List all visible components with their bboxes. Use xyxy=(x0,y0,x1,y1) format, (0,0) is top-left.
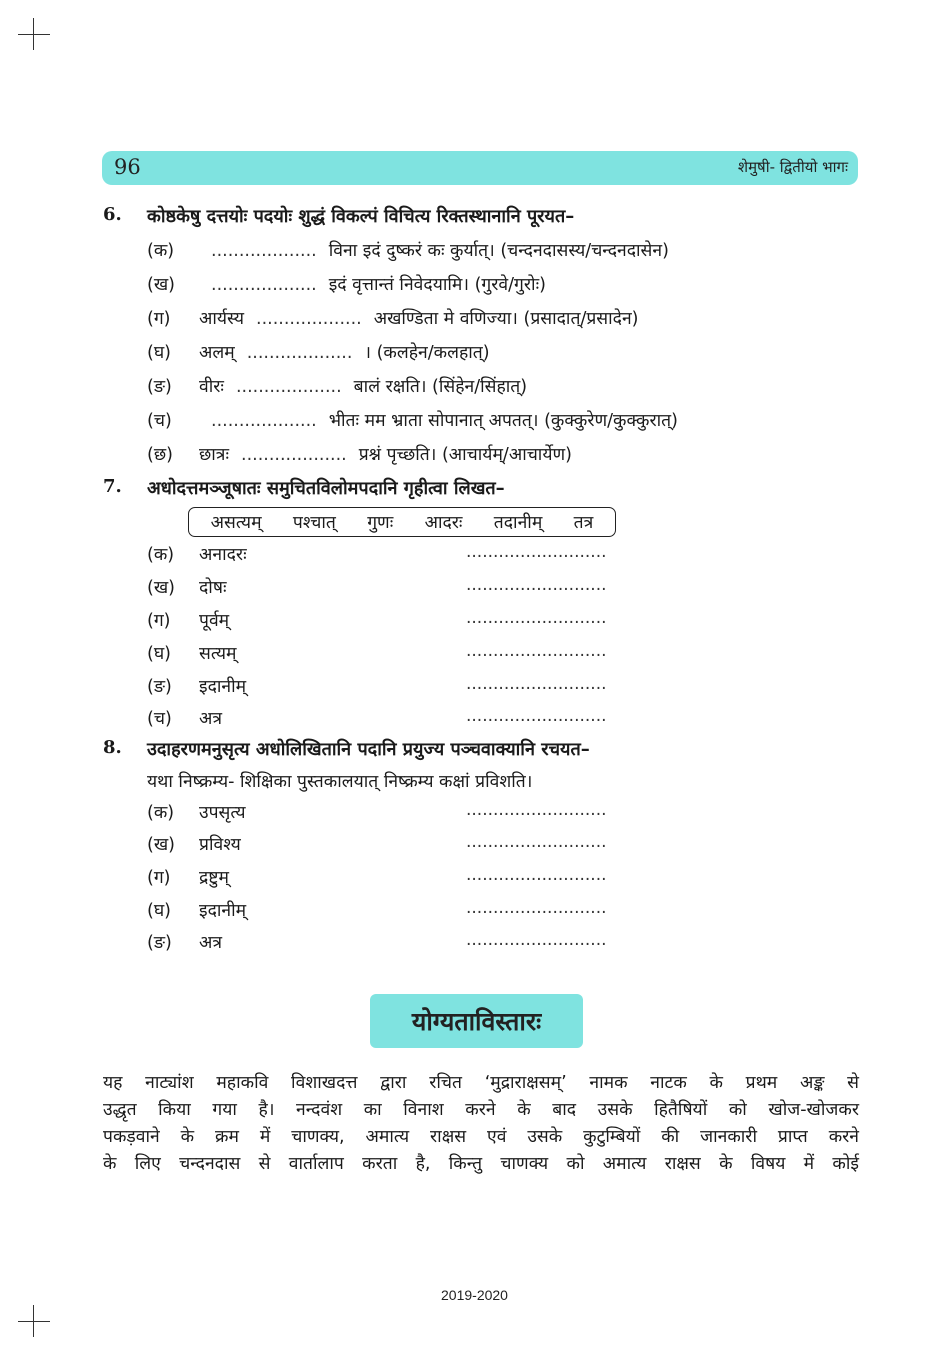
answer-blank[interactable]: .......................... xyxy=(466,575,607,595)
item-text: इदं वृत्तान्तं निवेदयामि। (गुरवे/गुरोः) xyxy=(328,275,546,295)
blank-space[interactable]: ................... xyxy=(246,343,353,363)
example-sentence: यथा निष्क्रम्य- शिक्षिका पुस्तकालयात् निष्क्रम्य कक्षां प्रविशति। xyxy=(147,772,533,792)
page-header xyxy=(102,151,858,185)
answer-blank[interactable]: .......................... xyxy=(466,706,607,726)
item-prefix: छात्रः xyxy=(199,445,229,465)
box-word: पश्चात् xyxy=(292,513,336,533)
question-text: उदाहरणमनुसृत्य अधोलिखितानि पदानि प्रयुज्य पञ्चवाक्यानि रचयत– xyxy=(147,739,590,760)
explanation-paragraph xyxy=(103,1070,859,1178)
word-item xyxy=(147,865,229,889)
item-label: (ग) xyxy=(147,309,171,329)
box-word: गुणः xyxy=(367,513,394,533)
blank-space[interactable]: ................... xyxy=(211,275,317,295)
item-label: (क) xyxy=(147,545,175,565)
item-label: (ग) xyxy=(147,868,171,888)
item-label: (ङ) xyxy=(147,933,172,953)
question-number: 6. xyxy=(103,204,122,225)
item-label: (घ) xyxy=(147,901,171,921)
item-word: अत्र xyxy=(199,933,223,953)
word-item xyxy=(147,608,229,632)
item-text: अखण्डिता मे वणिज्या। (प्रसादात्/प्रसादेन) xyxy=(373,309,639,329)
answer-blank[interactable]: .......................... xyxy=(466,865,607,885)
item-word: पूर्वम् xyxy=(199,611,230,631)
word-item xyxy=(147,832,241,856)
item-word: प्रविश्य xyxy=(199,835,241,855)
item-prefix: वीरः xyxy=(199,377,224,397)
word-item xyxy=(147,542,247,566)
item-label: (छ) xyxy=(147,445,173,465)
book-title: शेमुषी- द्वितीयो भागः xyxy=(737,158,848,176)
word-item xyxy=(147,706,222,730)
word-item xyxy=(147,800,246,824)
item-text: । (कलहेन/कलहात्) xyxy=(364,343,490,363)
answer-blank[interactable]: .......................... xyxy=(466,898,607,918)
item-label: (च) xyxy=(147,709,172,729)
blank-space[interactable]: ................... xyxy=(235,377,342,397)
item-text: प्रश्नं पृच्छति। (आचार्यम्/आचार्येण) xyxy=(358,445,572,465)
paragraph-line: यह नाट्यांश महाकवि विशाखदत्त द्वारा रचित ‘मुद्राराक्षसम्’ नामक नाटक के प्रथम अङ्क से xyxy=(103,1073,859,1093)
answer-blank[interactable]: .......................... xyxy=(466,542,607,562)
item-word: उपसृत्य xyxy=(199,803,246,823)
item-prefix: आर्यस्य xyxy=(199,309,244,329)
answer-blank[interactable]: .......................... xyxy=(466,608,607,628)
section-heading: योग्यताविस्तारः xyxy=(370,994,583,1048)
word-box xyxy=(188,507,616,537)
answer-blank[interactable]: .......................... xyxy=(466,800,607,820)
fill-blank-item xyxy=(147,306,639,330)
item-label: (ख) xyxy=(147,578,175,598)
item-word: दोषः xyxy=(199,578,227,598)
item-label: (ख) xyxy=(147,835,175,855)
item-text: विना इदं दुष्करं कः कुर्यात्। (चन्दनदासस्य/चन्दनदासेन) xyxy=(328,241,669,261)
box-word: आदरः xyxy=(424,513,463,533)
page-number: 96 xyxy=(114,155,141,179)
item-label: (ख) xyxy=(147,275,175,295)
question-number: 8. xyxy=(103,737,122,758)
item-word: द्रष्टुम् xyxy=(199,868,229,888)
fill-blank-item xyxy=(147,374,527,398)
item-label: (ग) xyxy=(147,611,171,631)
footer-year: 2019-2020 xyxy=(441,1287,508,1303)
word-item xyxy=(147,674,246,698)
item-prefix: अलम् xyxy=(199,343,235,363)
word-item xyxy=(147,930,222,954)
paragraph-line: के लिए चन्दनदास से वार्तालाप करता है, किन्तु चाणक्य को अमात्य राक्षस के विषय में कोई xyxy=(103,1154,859,1174)
item-label: (क) xyxy=(147,803,175,823)
item-text: भीतः मम भ्राता सोपानात् अपतत्। (कुक्कुरेण/कुक्कुरात्) xyxy=(328,411,678,431)
question-text: कोष्ठकेषु दत्तयोः पदयोः शुद्धं विकल्पं विचित्य रिक्तस्थानानि पूरयत– xyxy=(147,206,575,227)
answer-blank[interactable]: .......................... xyxy=(466,930,607,950)
fill-blank-item xyxy=(147,442,572,466)
blank-space[interactable]: ................... xyxy=(241,445,347,465)
item-label: (घ) xyxy=(147,644,171,664)
paragraph-line: पकड़वाने के क्रम में चाणक्य, अमात्य राक्षस एवं उसके कुटुम्बियों की जानकारी प्राप्त करने xyxy=(103,1127,859,1147)
item-label: (ङ) xyxy=(147,677,172,697)
item-label: (ङ) xyxy=(147,377,172,397)
question-number: 7. xyxy=(103,476,122,497)
crop-mark xyxy=(18,34,50,35)
item-word: अत्र xyxy=(199,709,223,729)
item-label: (क) xyxy=(147,241,175,261)
word-item xyxy=(147,575,226,599)
item-word: इदानीम् xyxy=(199,677,247,697)
box-word: तत्र xyxy=(573,513,594,533)
item-word: अनादरः xyxy=(199,545,247,565)
paragraph-line: उद्धृत किया गया है। नन्दवंश का विनाश करने के बाद उसके हितैषियों को खोज-खोजकर xyxy=(103,1100,859,1120)
blank-space[interactable]: ................... xyxy=(211,241,317,261)
fill-blank-item xyxy=(147,408,678,432)
item-word: इदानीम् xyxy=(199,901,247,921)
box-word: तदानीम् xyxy=(493,513,543,533)
crop-mark xyxy=(18,1321,50,1322)
item-label: (च) xyxy=(147,411,172,431)
answer-blank[interactable]: .......................... xyxy=(466,674,607,694)
word-item xyxy=(147,641,237,665)
fill-blank-item xyxy=(147,272,546,296)
box-word: असत्यम् xyxy=(210,513,262,533)
question-text: अधोदत्तमञ्जूषातः समुचितविलोमपदानि गृहीत्वा लिखत– xyxy=(147,478,505,499)
fill-blank-item xyxy=(147,238,669,262)
item-text: बालं रक्षति। (सिंहेन/सिंहात्) xyxy=(353,377,528,397)
fill-blank-item xyxy=(147,340,490,364)
answer-blank[interactable]: .......................... xyxy=(466,832,607,852)
word-item xyxy=(147,898,246,922)
blank-space[interactable]: ................... xyxy=(211,411,317,431)
blank-space[interactable]: ................... xyxy=(256,309,362,329)
answer-blank[interactable]: .......................... xyxy=(466,641,607,661)
item-word: सत्यम् xyxy=(199,644,237,664)
item-label: (घ) xyxy=(147,343,171,363)
